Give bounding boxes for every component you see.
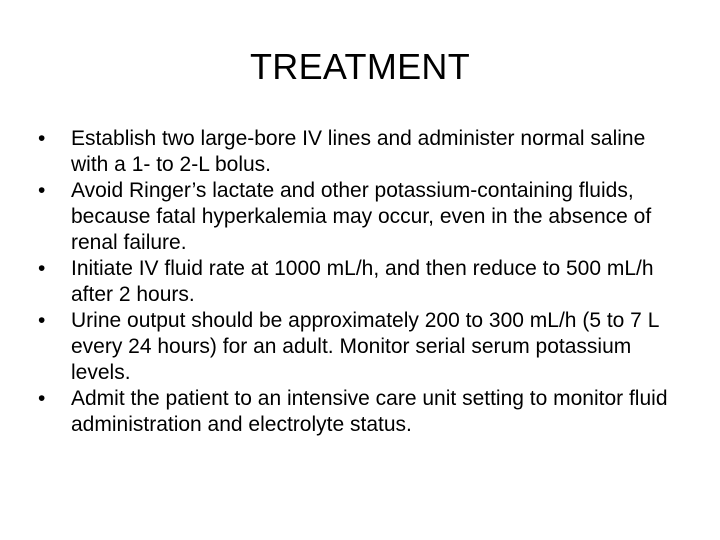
bullet-item (36, 256, 686, 308)
bullet-list (36, 126, 686, 438)
bullet-icon: • (38, 179, 46, 202)
bullet-text: Admit the patient to an intensive care unit setting to monitor fluid administration and electrolyte status. (71, 387, 668, 436)
bullet-text: Urine output should be approximately 200 to 300 mL/h (5 to 7 L every 24 hours) for an adult. Monitor serial serum potassium levels. (71, 309, 659, 384)
bullet-item (36, 386, 686, 438)
bullet-item (36, 308, 686, 386)
bullet-text: Initiate IV fluid rate at 1000 mL/h, and then reduce to 500 mL/h after 2 hours. (71, 257, 654, 306)
bullet-icon: • (38, 257, 46, 280)
bullet-item (36, 178, 686, 256)
bullet-text: Avoid Ringer’s lactate and other potassium-containing fluids, because fatal hyperkalemia may occur, even in the absence of renal failure. (71, 179, 652, 254)
bullet-icon: • (38, 127, 46, 150)
bullet-icon: • (38, 309, 46, 332)
bullet-text: Establish two large-bore IV lines and administer normal saline with a 1- to 2-L bolus. (71, 127, 646, 176)
bullet-icon: • (38, 387, 46, 410)
bullet-item (36, 126, 686, 178)
slide-title: TREATMENT (249, 46, 471, 87)
